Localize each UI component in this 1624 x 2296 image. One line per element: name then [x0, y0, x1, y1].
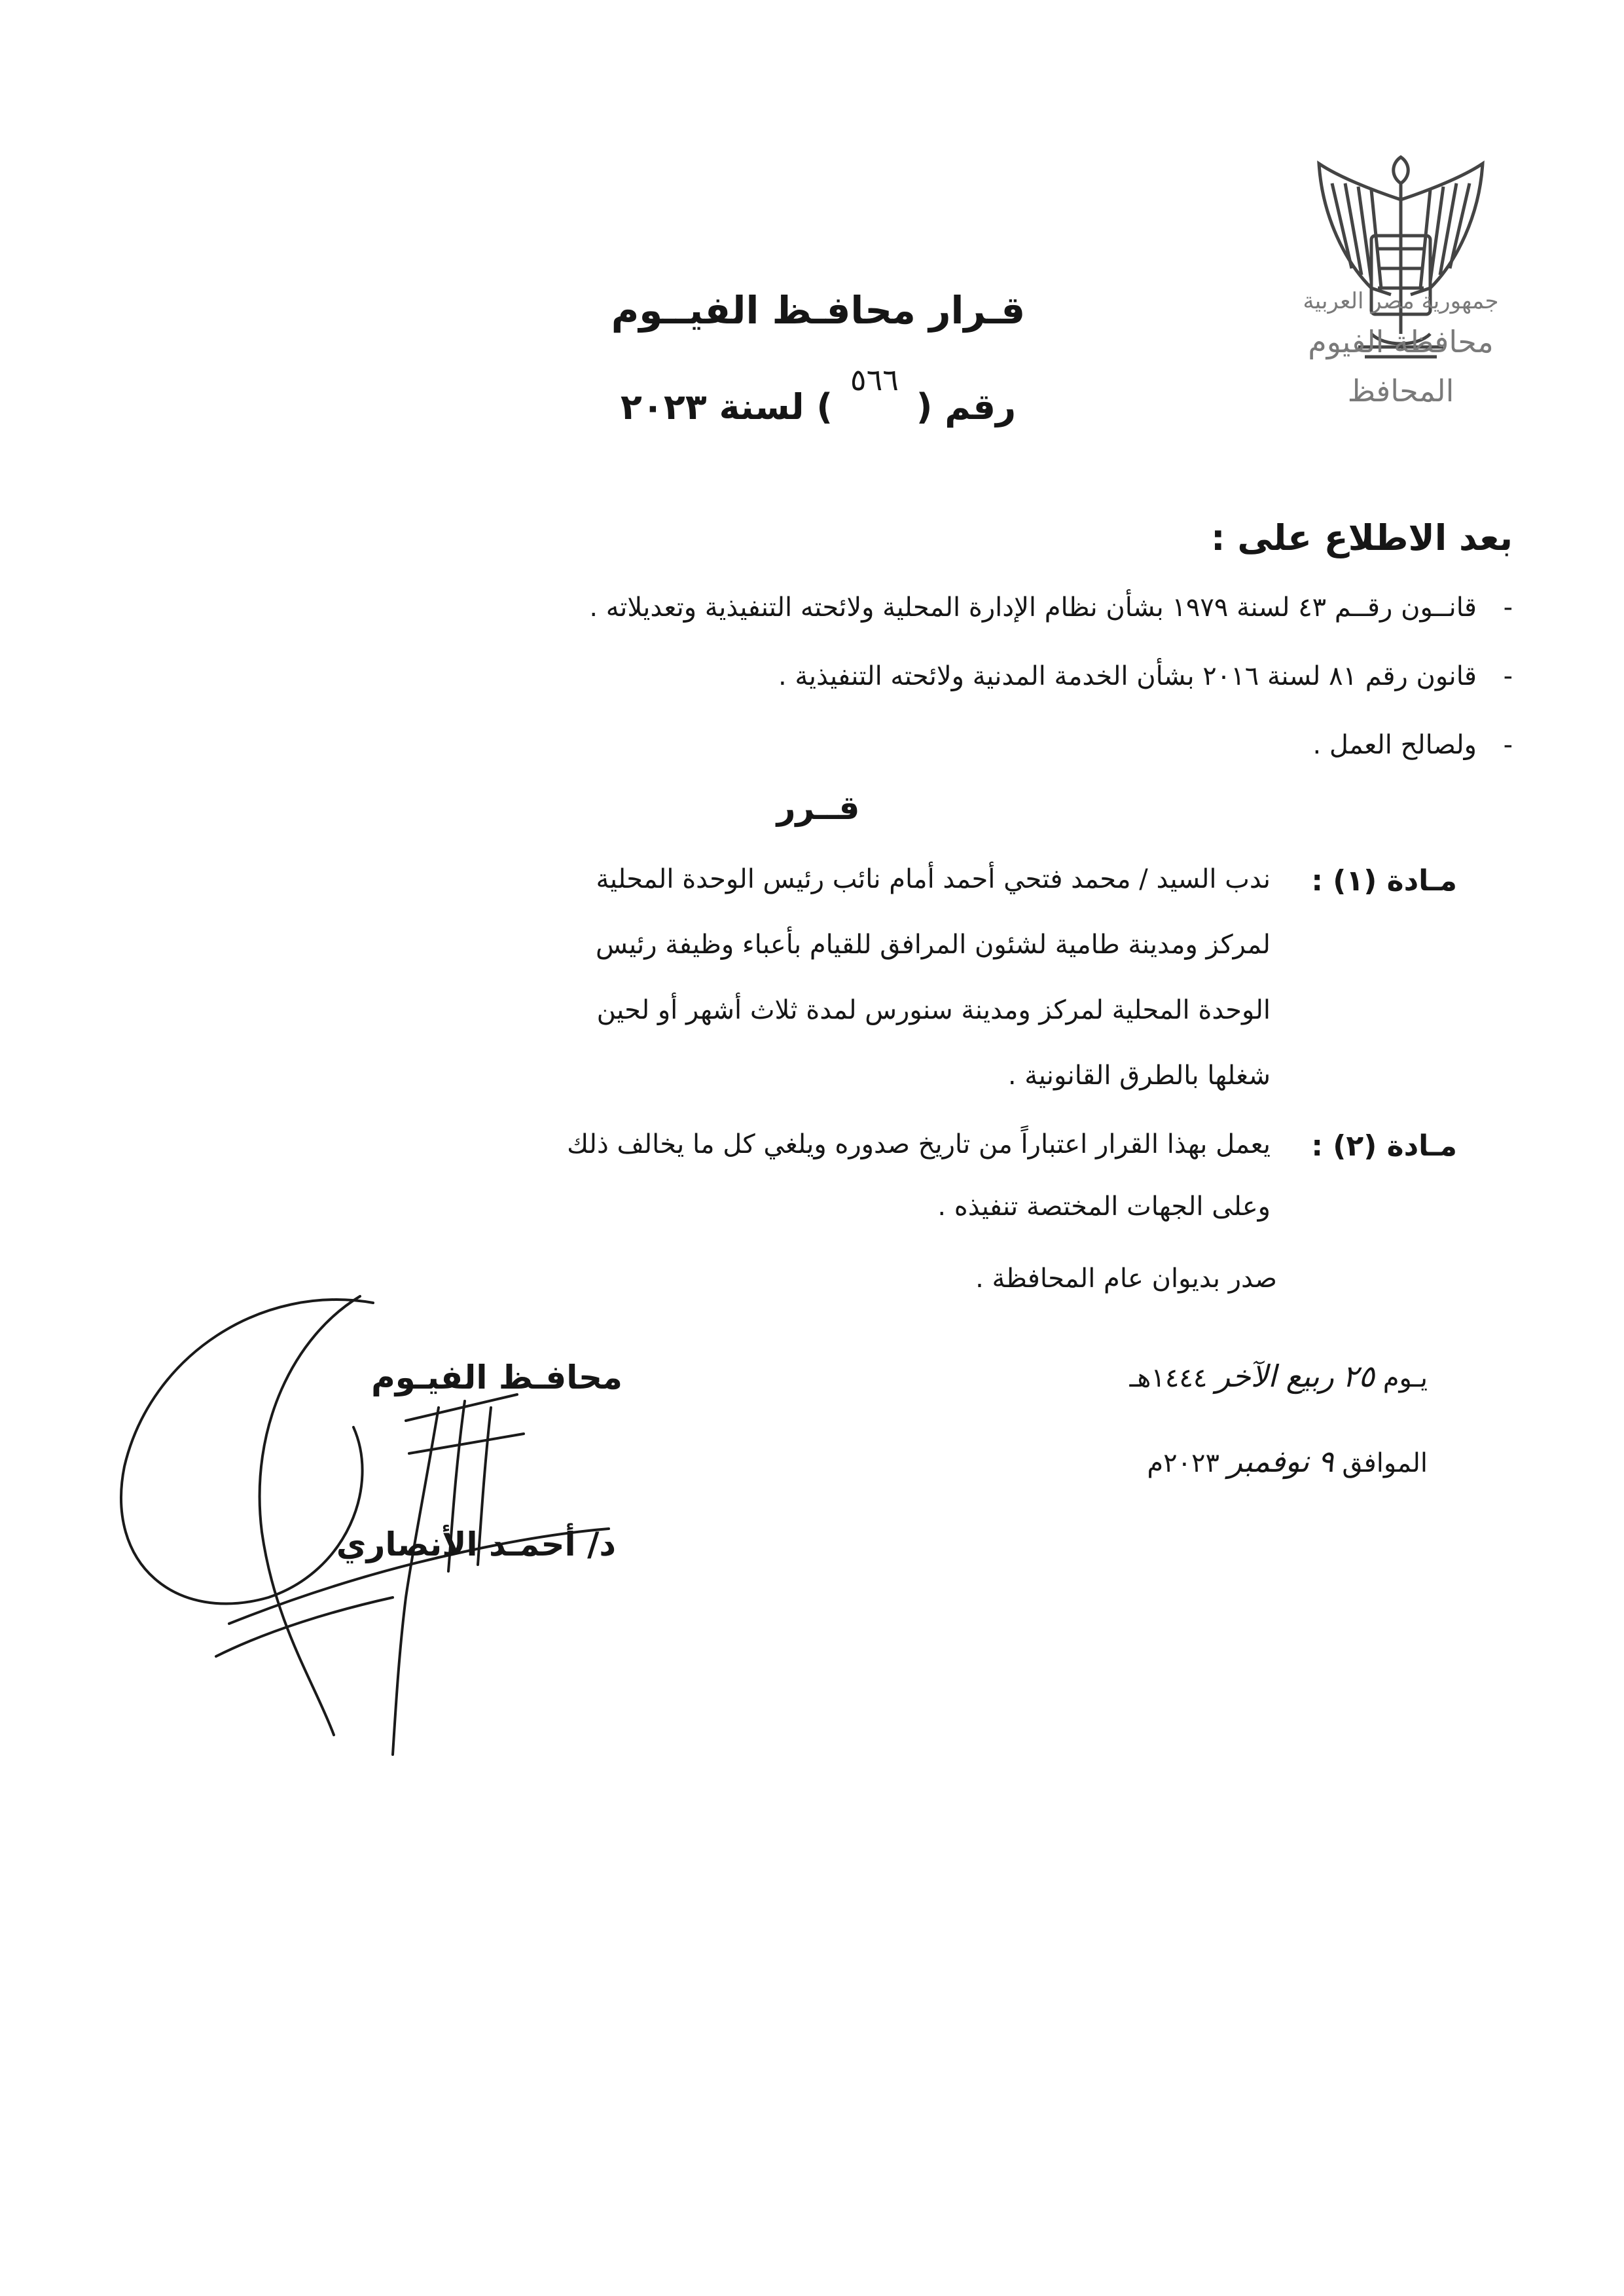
decision-heading: قــرر	[776, 789, 860, 827]
article-2-line: يعمل بهذا القرار اعتباراً من تاريخ صدوره ويلغي كل ما يخالف ذلك	[567, 1129, 1271, 1159]
gregorian-date-line	[1147, 1444, 1428, 1479]
hijri-day: ٢٥	[1342, 1358, 1375, 1394]
seal-line-country: جمهورية مصر العربية	[1303, 288, 1499, 314]
decree-title: قـرار محافـظ الفيــوم	[611, 288, 1026, 333]
preamble-dash: -	[1503, 592, 1513, 623]
decree-number-suffix: ) لسنة ٢٠٢٣	[620, 386, 833, 428]
gregorian-label: الموافق	[1342, 1448, 1428, 1478]
hijri-year: ١٤٤٤هـ	[1129, 1363, 1208, 1393]
article-1-label: مـادة (١) :	[1311, 864, 1457, 898]
preamble-heading: بعد الاطلاع على :	[1211, 517, 1513, 558]
issued-statement: صدر بديوان عام المحافظة .	[975, 1264, 1277, 1294]
decree-number-line	[563, 362, 1074, 428]
decree-number-handwritten: ٥٦٦	[850, 362, 899, 397]
article-2-label: مـادة (٢) :	[1311, 1129, 1457, 1163]
preamble-item-text: قانون رقم ٨١ لسنة ٢٠١٦ بشأن الخدمة المدنية ولائحته التنفيذية .	[778, 661, 1477, 691]
article-1-line: ندب السيد / محمد فتحي أحمد أمام نائب رئيس الوحدة المحلية	[596, 864, 1271, 894]
hijri-day-label: يـوم	[1382, 1363, 1428, 1393]
preamble-item-text: ولصالح العمل .	[1312, 730, 1477, 760]
article-1-line: لمركز ومدينة طامية لشئون المرافق للقيام بأعباء وظيفة رئيس	[596, 930, 1271, 960]
preamble-item	[778, 661, 1513, 691]
governor-name: د/ أحمـد الأنصاري	[336, 1525, 616, 1563]
article-2-line: وعلى الجهات المختصة تنفيذه .	[937, 1192, 1271, 1222]
gregorian-year: ٢٠٢٣م	[1147, 1448, 1220, 1478]
gregorian-day: ٩	[1317, 1444, 1334, 1479]
seal-line-governor: المحافظ	[1347, 373, 1454, 409]
article-1-line: شغلها بالطرق القانونية .	[1007, 1061, 1271, 1091]
preamble-item	[1312, 730, 1513, 760]
preamble-item-text: قانــون رقــم ٤٣ لسنة ١٩٧٩ بشأن نظام الإدارة المحلية ولائحته التنفيذية وتعديلاته .	[589, 592, 1477, 623]
preamble-dash: -	[1503, 661, 1513, 691]
hijri-date-line	[1130, 1358, 1428, 1394]
hijri-month: ربيع الآخر	[1216, 1358, 1334, 1394]
article-1-line: الوحدة المحلية لمركز ومدينة سنورس لمدة ثلاث أشهر أو لحين	[596, 995, 1271, 1025]
governor-title: محافـظ الفيـوم	[371, 1358, 623, 1396]
preamble-dash: -	[1503, 730, 1513, 760]
preamble-item	[589, 592, 1513, 623]
decree-number-prefix: رقم (	[916, 386, 1017, 428]
seal-line-governorate: محافظة الفيوم	[1308, 324, 1494, 359]
gregorian-month: نوفمبر	[1227, 1444, 1310, 1479]
